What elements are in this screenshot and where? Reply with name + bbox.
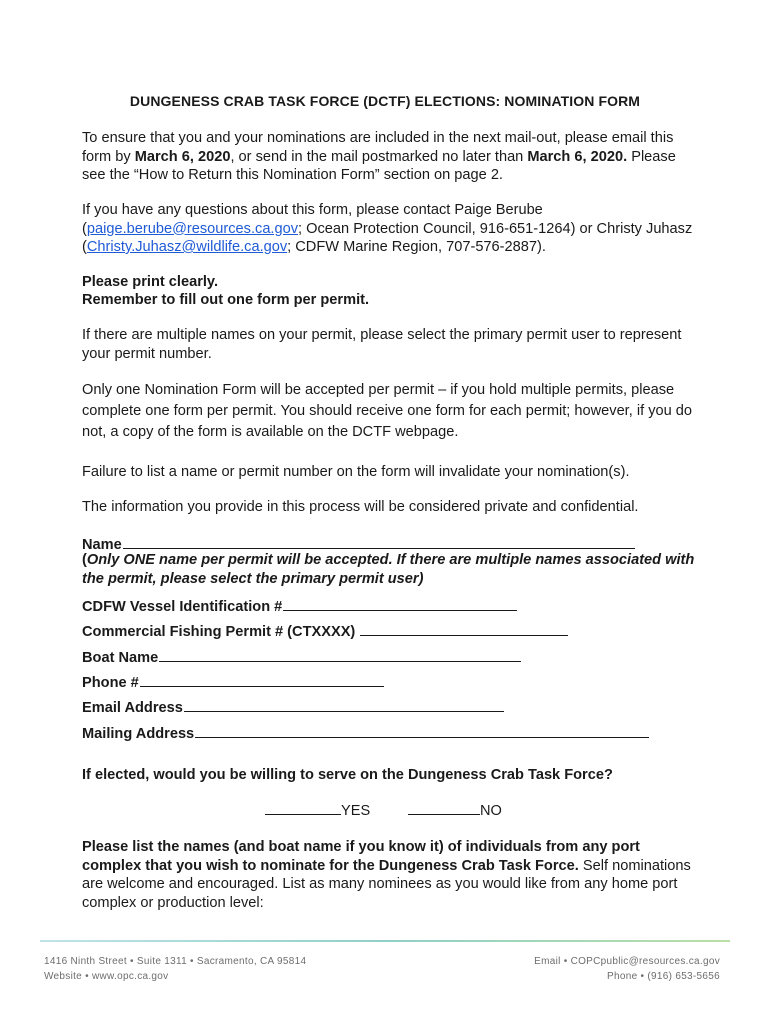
name-blank[interactable] [123, 534, 635, 549]
failure-paragraph: Failure to list a name or permit number on the form will invalidate your nomination(s). [82, 464, 630, 480]
name-note-paren: ( [82, 552, 87, 568]
vessel-id-blank[interactable] [283, 596, 517, 611]
footer-email: Email • COPCpublic@resources.ca.gov [534, 956, 720, 967]
deadline-date-1: March 6, 2020 [134, 148, 231, 165]
boat-name-label: Boat Name [82, 650, 159, 666]
boat-name-field[interactable] [82, 647, 521, 666]
form-title: DUNGENESS CRAB TASK FORCE (DCTF) ELECTIONS: NOMINATION FORM [129, 93, 641, 109]
multiple-names-paragraph: If there are multiple names on your permit, please select the primary permit user to represent your permit number. [82, 327, 682, 362]
phone-label: Phone # [82, 675, 139, 691]
permit-field[interactable] [82, 621, 568, 640]
paige-email-link[interactable]: paige.berube@resources.ca.gov [86, 220, 299, 237]
footer-divider [40, 940, 730, 942]
boat-name-blank[interactable] [159, 647, 521, 662]
intro-text-2: , or send in the mail postmarked no later than [230, 148, 528, 165]
serve-question: If elected, would you be willing to serve on the Dungeness Crab Task Force? [82, 767, 613, 783]
no-blank[interactable] [408, 800, 480, 815]
footer-left [44, 954, 306, 984]
nominees-bold-text: Please list the names (and boat name if you know it) of individuals from any port complex that you wish to nominate for the Dungeness Crab Task Force. [82, 839, 640, 874]
contact-text-1: If you have any questions about this form, please contact Paige Berube ( [82, 202, 543, 237]
permit-label: Commercial Fishing Permit # (CTXXXX) [82, 624, 360, 640]
vessel-id-label: CDFW Vessel Identification # [82, 599, 283, 615]
footer-website: Website • www.opc.ca.gov [44, 971, 169, 982]
one-form-note: Remember to fill out one form per permit. [82, 292, 370, 308]
yes-blank[interactable] [265, 800, 341, 815]
nominees-paragraph [82, 838, 692, 912]
no-label: NO [480, 803, 502, 819]
deadline-date-2: March 6, 2020. [527, 148, 628, 165]
christy-email-link[interactable]: Christy.Juhasz@wildlife.ca.gov [86, 239, 288, 255]
contact-text-2: ; Ocean Protection Council, 916-651-1264) or Christy Juhasz ( [82, 220, 693, 255]
intro-paragraph [82, 129, 702, 185]
no-option[interactable] [408, 800, 502, 819]
mailing-address-field[interactable] [82, 723, 649, 742]
contact-text-3: ; CDFW Marine Region, 707-576-2887). [287, 239, 546, 255]
contact-paragraph [82, 201, 702, 257]
phone-blank[interactable] [140, 672, 384, 687]
privacy-paragraph: The information you provide in this process will be considered private and confidential. [82, 499, 639, 515]
footer-right [534, 954, 720, 984]
email-field[interactable] [82, 697, 504, 716]
yes-label: YES [341, 803, 371, 819]
yes-option[interactable] [265, 800, 370, 819]
footer-address: 1416 Ninth Street • Suite 1311 • Sacramento, CA 95814 [44, 956, 307, 967]
name-note-text: Only ONE name per permit will be accepted. If there are multiple names associated with the permit, please select the primary permit user) [82, 552, 695, 587]
name-label: Name [82, 537, 122, 553]
mailing-address-blank[interactable] [195, 723, 649, 738]
mailing-address-label: Mailing Address [82, 726, 195, 742]
vessel-id-field[interactable] [82, 596, 517, 615]
print-clearly-note: Please print clearly. [82, 274, 219, 290]
intro-text-1: To ensure that you and your nominations are included in the next mail-out, please email this form by [82, 130, 674, 165]
footer-phone: Phone • (916) 653-5656 [607, 971, 720, 982]
permit-blank[interactable] [360, 621, 568, 636]
intro-text-3: Please see the “How to Return this Nomination Form” section on page 2. [82, 148, 676, 183]
email-blank[interactable] [184, 697, 504, 712]
name-note [82, 551, 702, 588]
email-label: Email Address [82, 700, 183, 716]
nominees-rest-text: Self nominations are welcome and encouraged. List as many nominees as you would like from any home port complex or production level: [82, 857, 691, 911]
one-nomination-paragraph: Only one Nomination Form will be accepted per permit – if you hold multiple permits, please complete one form per permit. You should receive one form for each permit; however, if you do not, a copy of the form is available on the DCTF webpage. [82, 382, 693, 440]
phone-field[interactable] [82, 672, 384, 691]
